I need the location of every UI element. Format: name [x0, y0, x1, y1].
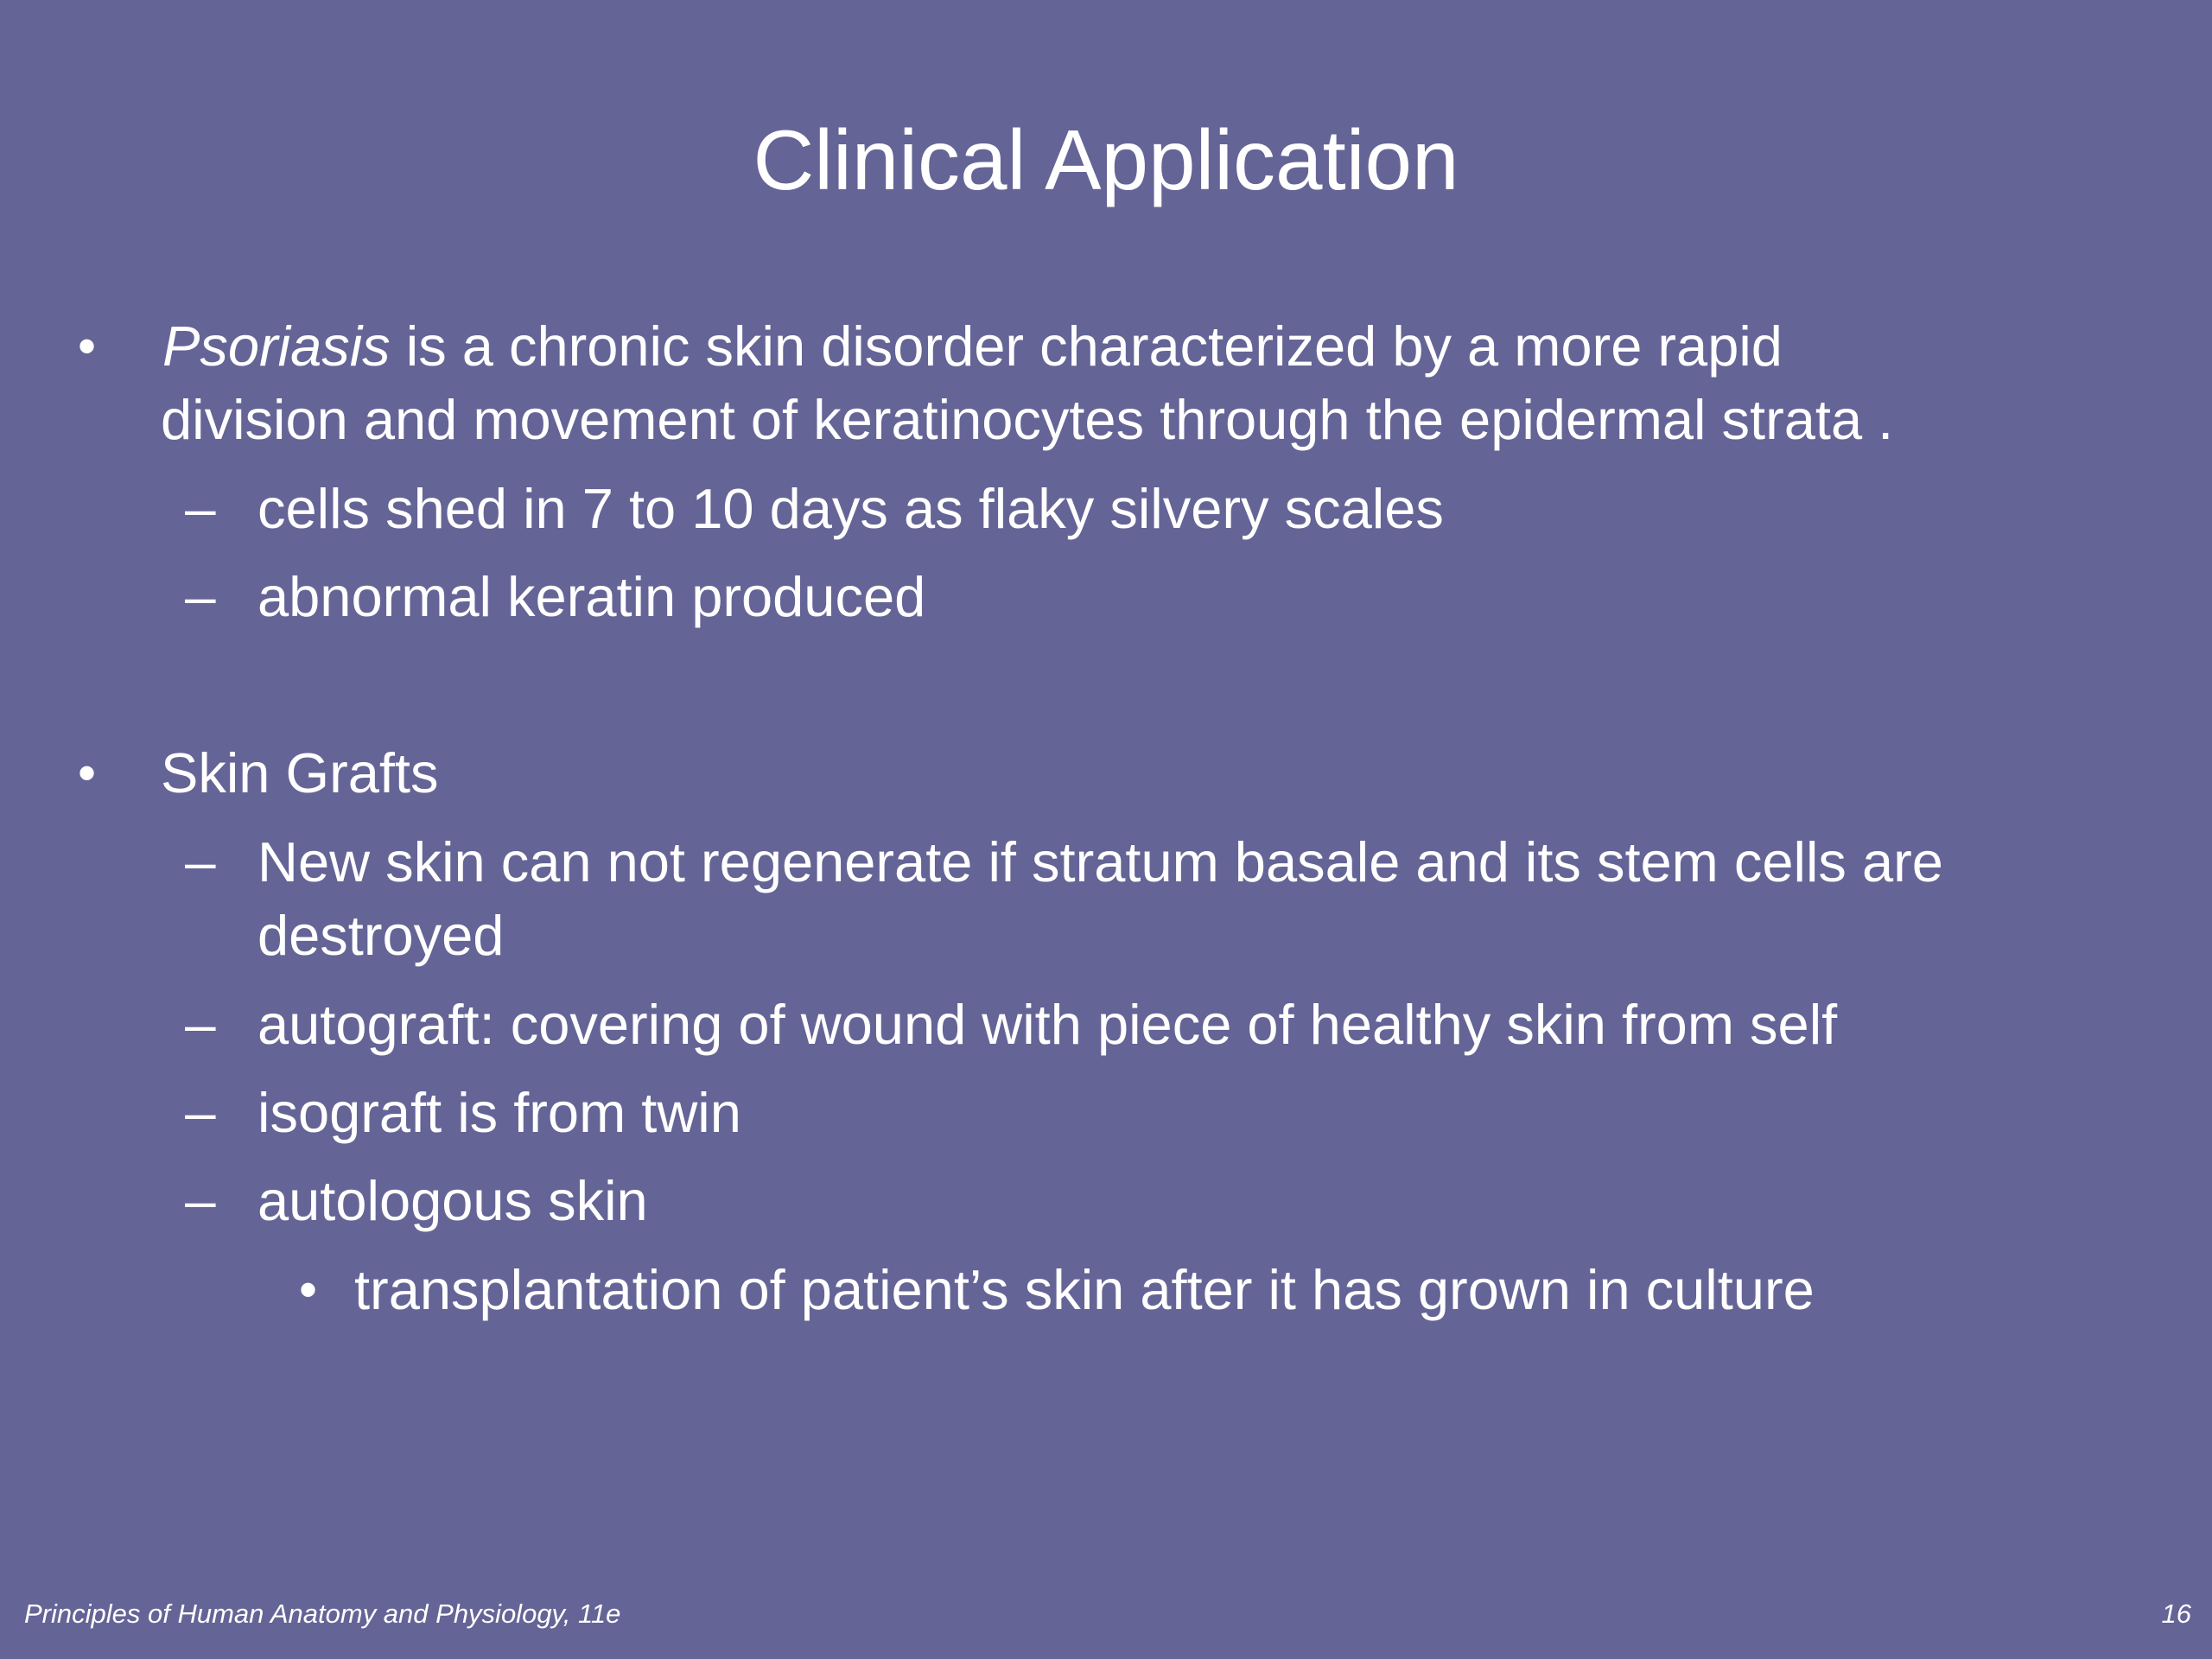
sub-bullet-marker: –	[185, 1081, 216, 1143]
grafts-sub-1-line-2: destroyed	[257, 904, 505, 967]
psoriasis-sub-1: cells shed in 7 to 10 days as flaky silvery scales	[257, 477, 1444, 540]
grafts-sub-2: autograft: covering of wound with piece of healthy skin from self	[257, 993, 1838, 1056]
grafts-sub-3: isograft is from twin	[257, 1081, 741, 1144]
sub-bullet-marker: –	[185, 477, 216, 539]
bullet-marker: •	[78, 317, 97, 375]
slide-title: Clinical Application	[753, 112, 1459, 207]
sub-bullet-marker: –	[185, 993, 216, 1055]
bullet-marker: •	[78, 744, 97, 802]
slide-number: 16	[2161, 1599, 2191, 1629]
sub-sub-bullet-marker: •	[299, 1261, 318, 1319]
sub-bullet-marker: –	[185, 565, 216, 627]
sub-bullet-marker: –	[185, 1169, 216, 1231]
psoriasis-line-1	[162, 309, 1783, 383]
grafts-sub-sub-1: transplantation of patient’s skin after it has grown in culture	[354, 1258, 1815, 1321]
psoriasis-line-2: division and movement of keratinocytes through the epidermal strata .	[161, 388, 1894, 451]
skin-grafts-heading: Skin Grafts	[161, 741, 439, 804]
sub-bullet-marker: –	[185, 830, 216, 893]
psoriasis-description: is a chronic skin disorder characterized by a more rapid	[390, 315, 1783, 378]
psoriasis-term: Psoriasis	[162, 315, 391, 378]
grafts-sub-1-line-1: New skin can not regenerate if stratum basale and its stem cells are	[257, 830, 1943, 893]
grafts-sub-4: autologous skin	[257, 1169, 648, 1232]
psoriasis-sub-2: abnormal keratin produced	[257, 565, 926, 628]
footer-book-title: Principles of Human Anatomy and Physiology, 11e	[24, 1599, 621, 1629]
